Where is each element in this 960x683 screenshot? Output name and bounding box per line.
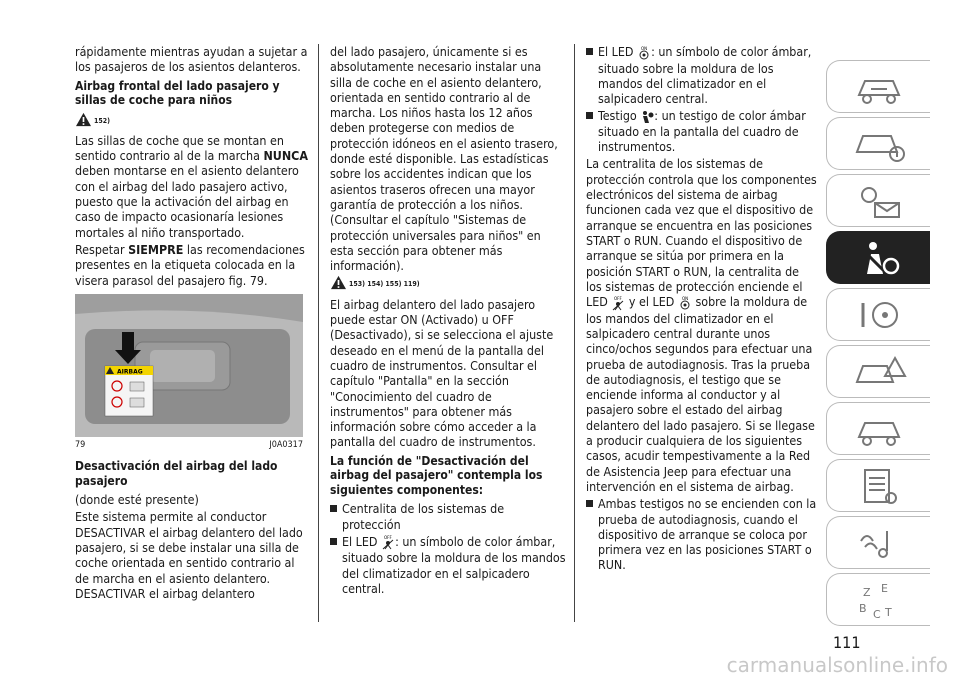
specs-list-icon bbox=[851, 464, 907, 508]
car-info-icon bbox=[851, 122, 907, 166]
svg-text:OFF: OFF bbox=[614, 295, 623, 301]
tab-emergency[interactable] bbox=[826, 345, 930, 398]
warning-refs: 153) 154) 155) 119) bbox=[349, 280, 420, 289]
section-heading: Airbag frontal del lado pasajero y sillas de coche para niños bbox=[75, 78, 280, 108]
list-item: Testigo : un testigo de color ámbar situado en la pantalla del cuadro de instrumentos. bbox=[586, 108, 818, 154]
svg-text:ON: ON bbox=[641, 45, 648, 51]
section-heading: Desactivación del airbag del lado pasajero bbox=[75, 459, 278, 488]
svg-text:ON: ON bbox=[681, 295, 689, 301]
svg-text:Z: Z bbox=[862, 585, 871, 599]
tab-specs[interactable] bbox=[826, 459, 930, 512]
tab-driving[interactable] bbox=[826, 288, 930, 341]
airbag-off-led-icon bbox=[611, 295, 625, 311]
svg-text:C: C bbox=[872, 607, 881, 621]
car-service-icon bbox=[851, 407, 907, 451]
column-3 bbox=[586, 44, 818, 575]
svg-text:B: B bbox=[858, 601, 867, 615]
warning-reference bbox=[330, 275, 566, 292]
list-item: El LED ON : un símbolo de color ámbar, situado sobre la moldura de los mandos del climatizador en el salpicadero central. bbox=[586, 44, 818, 106]
paragraph: Respetar SIEMPRE las recomendaciones presentes en la etiqueta colocada en la visera parasol del pasajero fig. 79. bbox=[75, 241, 305, 288]
tab-dashboard[interactable] bbox=[826, 60, 930, 113]
tab-index[interactable] bbox=[826, 573, 930, 626]
warning-triangle-icon bbox=[330, 275, 347, 290]
tab-service[interactable] bbox=[826, 402, 930, 455]
svg-text:E: E bbox=[880, 581, 888, 595]
car-dashboard-icon bbox=[851, 65, 907, 109]
label-text: AIRBAG bbox=[117, 368, 143, 376]
paragraph: Las sillas de coche que se montan en sentido contrario al de la marcha NUNCA deben montarse en el asiento delantero con el airbag del lado pasajero activo, puesto que la activación del airbag en caso de impacto ocasionaría lesiones mortales al niño transportado. bbox=[75, 132, 308, 240]
column-divider bbox=[318, 44, 319, 622]
column-1 bbox=[75, 44, 311, 603]
warning-reference bbox=[75, 112, 311, 129]
lights-message-icon bbox=[851, 179, 907, 223]
multimedia-icon bbox=[851, 521, 907, 565]
svg-text:OFF: OFF bbox=[384, 535, 392, 541]
column-divider bbox=[574, 44, 575, 622]
warning-triangle-icon bbox=[75, 112, 92, 127]
steering-wheel-icon bbox=[851, 293, 907, 337]
index-letters-icon bbox=[851, 578, 907, 622]
paragraph: rápidamente mientras ayudan a sujetar a los pasajeros de los asientos delanteros. bbox=[75, 44, 308, 75]
paragraph: Este sistema permite al conductor DESACTIVAR el airbag delantero del lado pasajero, si se debe instalar una silla de coche orientada en sentido contrario al de marcha en el asiento delantero. DESACTIVAR el airbag delantero bbox=[75, 509, 303, 601]
list-item: El LED OFF : un símbolo de color ámbar, situado sobre la moldura de los mandos del climatizador en el salpicadero central. bbox=[330, 534, 566, 596]
figure-code: J0A0317 bbox=[269, 439, 303, 450]
figure-caption bbox=[75, 438, 303, 453]
svg-text:T: T bbox=[884, 605, 892, 619]
seat-safety-icon bbox=[851, 236, 907, 280]
list-item: Ambas testigos no se encienden con la prueba de autodiagnosis, cuando el dispositivo de arranque se coloca por primera vez en las posiciones START o RUN. bbox=[586, 496, 818, 572]
sun-visor-illustration bbox=[75, 294, 303, 437]
car-warning-icon bbox=[851, 350, 907, 394]
paragraph: del lado pasajero, únicamente si es absolutamente necesario instalar una silla de coche en el asiento delantero, orientada en sentido contrario al de marcha. Los niños hasta los 12 años deben protegerse con medios de protección idóneos en el asiento trasero, donde esté disponible. Las estadísticas sobre los accidentes indican que los asientos traseros ofrecen una mayor garantía de protección a los niños. (Consultar el capítulo "Sistemas de protección universales para niños" en esta sección para obtener más información). bbox=[330, 44, 558, 274]
figure-number: 79 bbox=[75, 439, 86, 450]
paragraph: La centralita de los sistemas de protección controla que los componentes electrónicos del sistema de airbag funcionen cada vez que el dispositivo de arranque se encuentra en las posiciones START o RUN. Cuando el dispositivo de arranque se sitúa por primera en la posición START o RUN, la centralita de los sistemas de protección enciende el LED OFF y el LED ON sobre la moldura de los mandos del climatizador en el salpicadero central durante unos cinco/ochos segundos para efectuar una prueba de autodiagnosis. Tras la prueba de autodiagnosis, el testigo que se enciende informa al conductor y al pasajero sobre el estado del airbag delantero del lado pasajero. Si se llegase a producir cualquiera de los siguientes casos, acudir tempestivamente a la Red de Asistencia Jeep para efectuar una intervención en el sistema de airbag. bbox=[586, 156, 817, 494]
airbag-on-led-icon bbox=[637, 45, 651, 61]
airbag-warning-icon bbox=[640, 110, 654, 124]
page-number: 111 bbox=[833, 633, 861, 652]
tab-safety[interactable] bbox=[826, 231, 930, 284]
sun-visor-figure bbox=[75, 294, 303, 437]
paragraph: El airbag delantero del lado pasajero puede estar ON (Activado) u OFF (Desactivado), si se selecciona el ajuste deseado en el menú de la pantalla del cuadro de instrumentos. Consultar el capítulo "Pantalla" en la sección "Conocimiento del cuadro de instrumentos" para obtener más información sobre cómo acceder a la pantalla del cuadro de instrumentos. bbox=[330, 296, 554, 450]
tab-lights[interactable] bbox=[826, 174, 930, 227]
warning-refs: 152) bbox=[94, 116, 111, 125]
list-item: Centralita de los sistemas de protección bbox=[330, 501, 566, 532]
column-2 bbox=[330, 44, 566, 598]
section-heading: La función de "Desactivación del airbag del pasajero" contempla los siguientes componentes: bbox=[330, 453, 543, 497]
airbag-on-led-icon bbox=[678, 295, 692, 311]
tab-car-info[interactable] bbox=[826, 117, 930, 170]
section-tabs bbox=[826, 60, 930, 630]
tab-multimedia[interactable] bbox=[826, 516, 930, 569]
paragraph: (donde esté presente) bbox=[75, 492, 199, 508]
footer-watermark[interactable]: carmanualsonline.info bbox=[726, 653, 948, 677]
airbag-off-led-icon bbox=[381, 534, 395, 550]
